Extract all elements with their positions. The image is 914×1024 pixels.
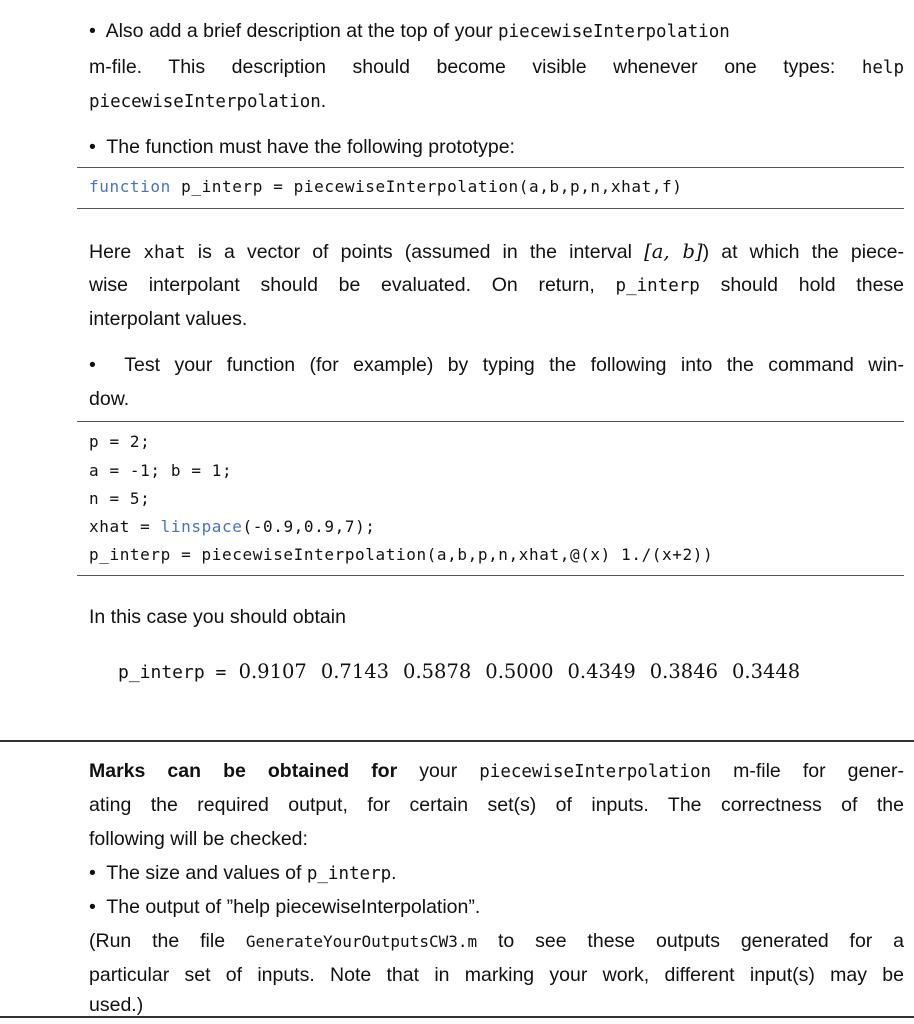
text: interpolant values. [89,308,248,330]
para2-line [89,136,515,159]
para3-line2 [89,274,904,297]
marks-line6 [89,930,904,953]
bullet: • [89,136,96,158]
text: your [419,760,458,782]
section-divider-bottom [0,1016,914,1018]
text: ating the required output, for certain set(s) of inputs. The correctness of the [89,794,904,816]
keyword: linspace [160,517,243,536]
marks-bullet1 [89,862,397,885]
bullet: • [89,896,96,918]
code-ref: xhat [143,243,186,263]
result-value: 0.5000 [485,660,554,683]
code-ref: p_interp [306,864,392,884]
code-rule-bottom [77,575,904,576]
result-value: 0.3448 [731,660,801,683]
para2-text: The function must have the following prototype: [106,136,515,158]
text: wise interpolant should be evaluated. On return, [89,274,595,296]
marks-bold: Marks can be obtained for [89,760,398,782]
para3-line1 [89,240,904,264]
text: Here [89,241,132,263]
result-value: 0.4349 [567,660,636,683]
bullet: • [89,354,96,376]
code-ref: piecewiseInterpolation [479,762,712,782]
text: Test your function (for example) by typing the following into the command win- [124,354,905,376]
text: to see these outputs generated for a [497,930,904,952]
marks-line3 [89,828,308,851]
prototype-code [89,177,683,196]
result-value: 0.3846 [649,660,718,683]
punct: . [391,862,397,884]
punct: . [320,90,327,112]
para1-line2 [89,56,904,79]
code-ref: GenerateYourOutputsCW3.m [245,932,478,951]
text: ) at which the piece- [702,241,905,263]
bullet: • [89,862,96,884]
result-value: 0.9107 [238,660,307,683]
code-ref: p_interp [615,276,700,296]
result-value: 0.7143 [320,660,390,683]
text: should hold these [720,274,905,296]
code-ref: piecewiseInterpolation [498,22,730,42]
code-ref: help [861,58,904,78]
text: (Run the file [89,930,226,952]
text: The size and values of [106,862,302,884]
prototype-rest: p_interp = piecewiseInterpolation(a,b,p,n,xhat,f) [181,177,683,196]
result-equation [118,660,800,683]
para1-text: Also add a brief description at the top of your [105,20,493,42]
para1-text: This description should become visible whenever one types: [168,56,836,78]
marks-line2 [89,794,904,817]
para1-line3 [89,90,326,113]
code-text: (-0.9,0.9,7); [242,517,376,536]
para4-line2 [89,388,129,411]
section-divider [0,740,914,742]
code-line-2: a = -1; b = 1; [89,461,233,480]
result-label: p_interp = [118,662,227,683]
para1-text: m-file. [89,56,143,78]
text: used.) [89,994,144,1016]
code-rule-top [77,421,904,422]
code-line-5: p_interp = piecewiseInterpolation(a,b,p,n,xhat,@(x) 1./(x+2)) [89,545,714,564]
result-values [233,660,801,683]
marks-line8 [89,994,143,1017]
text: following will be checked: [89,828,308,850]
text: The output of ”help piecewiseInterpolation”. [106,896,481,918]
code-text: xhat = [89,517,161,536]
keyword: function [89,177,171,196]
code-line-1: p = 2; [89,432,151,451]
para5-line [89,606,346,629]
marks-bullet2 [89,896,480,919]
text: particular set of inputs. Note that in marking your work, different input(s) may be [89,964,904,986]
marks-line7 [89,964,904,987]
bullet: • [89,20,96,42]
marks-line1 [89,760,904,783]
para4-line1 [89,354,904,377]
text: m-file for gener- [733,760,905,782]
text: In this case you should obtain [89,606,346,628]
code-line-4 [89,517,376,536]
result-value: 0.5878 [403,660,472,683]
para3-line3 [89,308,247,331]
code-rule-bottom [77,208,904,209]
para1-line1 [89,20,904,43]
code-line-3: n = 5; [89,489,151,508]
math-interval: [a, b] [644,240,703,263]
code-ref: piecewiseInterpolation [89,92,321,112]
text: dow. [89,388,130,410]
text: is a vector of points (assumed in the interval [197,241,632,263]
code-rule-top [77,167,904,168]
